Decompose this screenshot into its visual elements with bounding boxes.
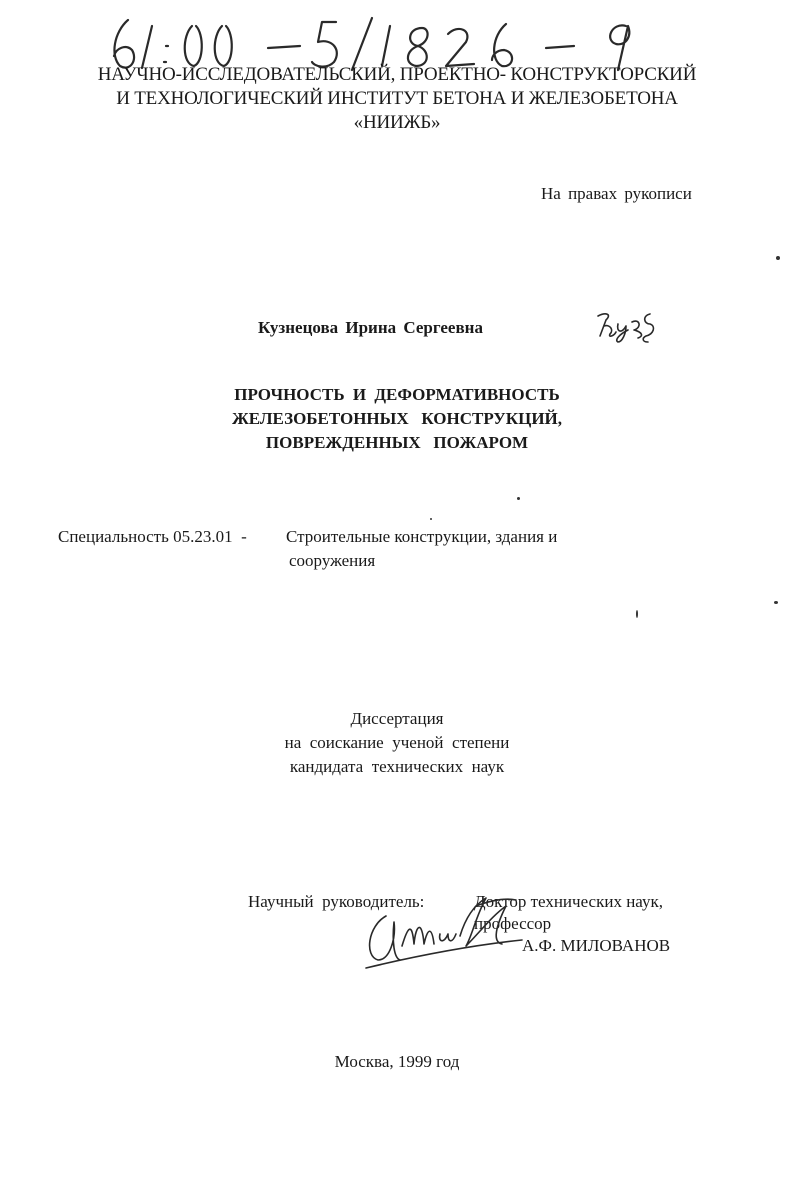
institute-abbreviation: «НИИЖБ» — [353, 112, 441, 133]
author-name: Кузнецова Ирина Сергеевна — [258, 318, 483, 337]
supervisor-name: А.Ф. МИЛОВАНОВ — [522, 936, 671, 955]
dissertation-title-line3: ПОВРЕЖДЕННЫХ ПОЖАРОМ — [265, 433, 529, 452]
specialty-name-line1: Строительные конструкции, здания и — [286, 527, 558, 546]
rights-note: На правах рукописи — [541, 184, 692, 203]
degree-line2: кандидата технических наук — [289, 757, 505, 776]
institute-name-line2: И ТЕХНОЛОГИЧЕСКИЙ ИНСТИТУТ БЕТОНА И ЖЕЛЕЗОБЕТОНА — [116, 88, 678, 109]
dissertation-title-line2: ЖЕЛЕЗОБЕТОННЫХ КОНСТРУКЦИЙ, — [231, 409, 563, 428]
specialty-name-line2: сооружения — [289, 551, 376, 570]
supervisor-label: Научный руководитель: — [248, 892, 425, 911]
supervisor-signature — [356, 886, 532, 978]
scan-speck — [430, 518, 432, 520]
scan-speck — [636, 610, 638, 618]
specialty-label: Специальность 05.23.01 - — [58, 527, 247, 546]
scan-speck — [776, 256, 780, 260]
author-signature — [592, 306, 662, 346]
institute-name-line1: НАУЧНО-ИССЛЕДОВАТЕЛЬСКИЙ, ПРОЕКТНО- КОНСТРУКТОРСКИЙ — [97, 64, 697, 85]
degree-line1: на соискание ученой степени — [284, 733, 510, 752]
city-and-year: Москва, 1999 год — [334, 1052, 460, 1071]
dissertation-title-line1: ПРОЧНОСТЬ И ДЕФОРМАТИВНОСТЬ — [234, 385, 560, 404]
scan-speck — [774, 601, 778, 604]
supervisor-rank: профессор — [474, 914, 552, 933]
dissertation-label: Диссертация — [350, 709, 444, 728]
supervisor-degree: Доктор технических наук, — [474, 892, 663, 911]
scan-speck — [517, 497, 520, 500]
